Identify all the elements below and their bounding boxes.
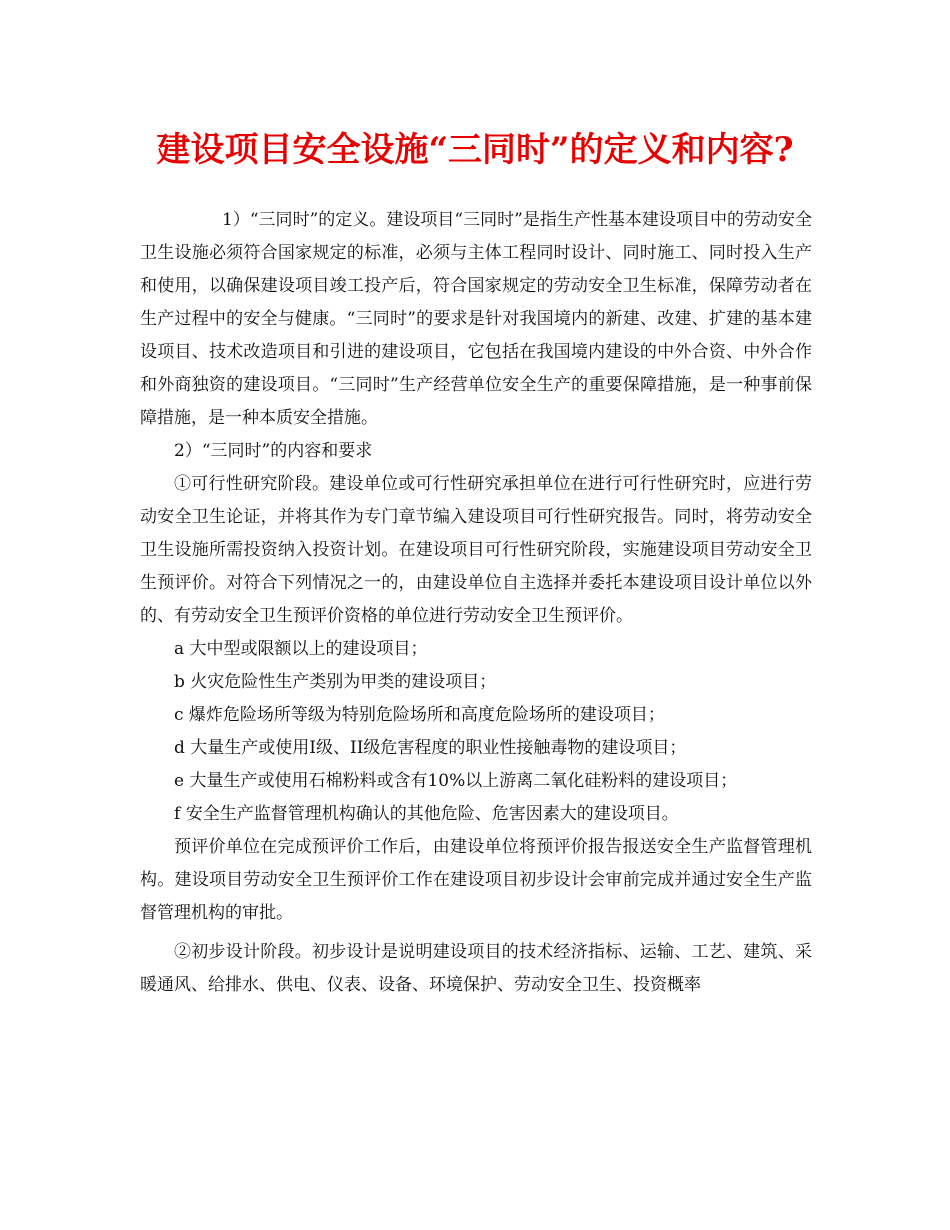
list-item: c 爆炸危险场所等级为特别危险场所和高度危险场所的建设项目； (174, 705, 665, 725)
paragraph-definition: 1）“三同时”的定义。建设项目“三同时”是指生产性基本建设项目中的劳动安全卫生设施必须符合国家规定的标准，必须与主体工程同时设计、同时施工、同时投入生产和使用，以确保建设项目竣工投产后，符合国家规定的劳动安全卫生标准，保障劳动者在生产过程中的安全与健康。“三同时”的要求是针对我国境内的新建、改建、扩建的基本建设项目、技术改造项目和引进的建设项目，它包括在我国境内建设的中外合资、中外合作和外商独资的建设项目。“三同时”生产经营单位安全生产的重要保障措施，是一种事前保障措施，是一种本质安全措施。 (140, 210, 812, 428)
paragraph-feasibility-stage: ①可行性研究阶段。建设单位或可行性研究承担单位在进行可行性研究时，应进行劳动安全卫生论证，并将其作为专门章节编入建设项目可行性研究报告。同时，将劳动安全卫生设施所需投资纳入投资计划。在建设项目可行性研究阶段，实施建设项目劳动安全卫生预评价。对符合下列情况之一的，由建设单位自主选择并委托本建设项目设计单位以外的、有劳动安全卫生预评价资格的单位进行劳动安全卫生预评价。 (140, 474, 812, 626)
list-item: f 安全生产监督管理机构确认的其他危险、危害因素大的建设项目。 (174, 804, 679, 824)
document-title: 建设项目安全设施“三同时”的定义和内容? (156, 130, 794, 170)
list-item: b 火灾危险性生产类别为甲类的建设项目； (174, 672, 497, 692)
list-item: a 大中型或限额以上的建设项目； (174, 639, 428, 659)
paragraph-content-heading: 2）“三同时”的内容和要求 (174, 441, 373, 461)
list-item: e 大量生产或使用石棉粉料或含有10%以上游离二氧化硅粉料的建设项目； (174, 771, 738, 791)
paragraph-preliminary-design: ②初步设计阶段。初步设计是说明建设项目的技术经济指标、运输、工艺、建筑、采暖通风、给排水、供电、仪表、设备、环境保护、劳动安全卫生、投资概率 (140, 942, 812, 995)
list-item: d 大量生产或使用Ⅰ级、II级危害程度的职业性接触毒物的建设项目； (174, 738, 687, 758)
document-body (140, 204, 812, 1002)
paragraph-pre-evaluation: 预评价单位在完成预评价工作后，由建设单位将预评价报告报送安全生产监督管理机构。建设项目劳动安全卫生预评价工作在建设项目初步设计会审前完成并通过安全生产监督管理机构的审批。 (140, 837, 812, 923)
